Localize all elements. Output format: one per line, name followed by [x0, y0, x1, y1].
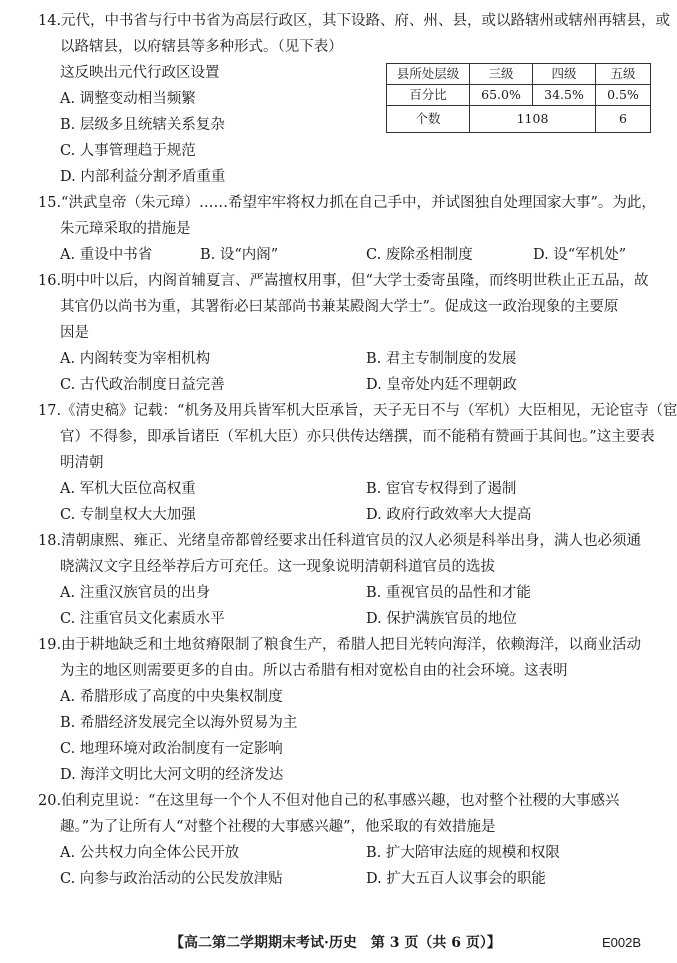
table-cell: 个数: [387, 106, 470, 133]
table-cell: 1108: [470, 106, 596, 133]
q20-stem-line-2: 趣。”为了让所有人“对整个社稷的大事感兴趣”，他采取的有效措施是: [60, 819, 496, 835]
q15-stem-line-1: 15.“洪武皇帝（朱元璋）……希望牢牢将权力抓在自己手中，并试图独自处理国家大事”。为此，: [38, 195, 656, 211]
q15-option-b: B. 设“内阁”: [200, 247, 279, 263]
q20-option-d: D. 扩大五百人议事会的职能: [366, 871, 546, 887]
q18-option-d: D. 保护满族官员的地位: [366, 611, 517, 627]
q15-stem-line-2: 朱元璋采取的措施是: [60, 221, 191, 237]
q19-option-d: D. 海洋文明比大河文明的经济发达: [60, 767, 284, 783]
table-row: [387, 106, 651, 133]
q17-stem-line-2: 官）不得参，即承旨诸臣（军机大臣）亦只供传达缮撰，而不能稍有赞画于其间也。”这主要表: [60, 429, 655, 445]
q16-stem-line-1: 16.明中叶以后，内阁首辅夏言、严嵩擅权用事，但“大学士委寄虽隆，而终明世秩止正五品，故: [38, 273, 649, 289]
q20-stem-line-1: 20.伯利克里说：“在这里每一个个人不但对他自己的私事感兴趣，也对整个社稷的大事感兴: [38, 793, 620, 809]
page-footer: [0, 932, 677, 954]
q18-option-b: B. 重视官员的品性和才能: [366, 585, 531, 601]
q18-option-a: A. 注重汉族官员的出身: [60, 585, 211, 601]
table-cell: 65.0%: [470, 85, 533, 106]
q20-option-a: A. 公共权力向全体公民开放: [60, 845, 240, 861]
q19-stem-line-1: 19.由于耕地缺乏和土地贫瘠限制了粮食生产，希腊人把目光转向海洋，依赖海洋，以商业活动: [38, 637, 642, 653]
table-cell: 四级: [533, 64, 596, 85]
q14-option-c: C. 人事管理趋于规范: [60, 143, 196, 159]
footer-title: 【高二第二学期期末考试·历史 第 3 页（共 6 页）】: [170, 935, 501, 951]
table-cell: 三级: [470, 64, 533, 85]
table-cell: 五级: [596, 64, 651, 85]
table-cell: 百分比: [387, 85, 470, 106]
table-cell: 0.5%: [596, 85, 651, 106]
q16-option-b: B. 君主专制制度的发展: [366, 351, 517, 367]
q19-option-b: B. 希腊经济发展完全以海外贸易为主: [60, 715, 298, 731]
q16-option-a: A. 内阁转变为宰相机构: [60, 351, 211, 367]
q16-stem-line-2: 其官仍以尚书为重，其署衔必曰某部尚书兼某殿阁大学士”。促成这一政治现象的主要原: [60, 299, 619, 315]
q14-option-b: B. 层级多且统辖关系复杂: [60, 117, 225, 133]
q14-stem-line-3: 这反映出元代行政区设置: [60, 65, 220, 81]
q19-option-c: C. 地理环境对政治制度有一定影响: [60, 741, 283, 757]
q17-option-a: A. 军机大臣位高权重: [60, 481, 196, 497]
q15-option-c: C. 废除丞相制度: [366, 247, 473, 263]
table-row: [387, 64, 651, 85]
q17-option-b: B. 宦官专权得到了遏制: [366, 481, 517, 497]
q17-option-c: C. 专制皇权大大加强: [60, 507, 196, 523]
table-cell: 6: [596, 106, 651, 133]
q18-stem-line-2: 晓满汉文字且经举荐后方可充任。这一现象说明清朝科道官员的选拔: [60, 559, 495, 575]
q15-option-d: D. 设“军机处”: [533, 247, 627, 263]
q14-option-d: D. 内部利益分割矛盾重重: [60, 169, 226, 185]
q17-stem-line-1: 17.《清史稿》记载：“机务及用兵皆军机大臣承旨，天子无日不与（军机）大臣相见，无论宦寺（宦: [38, 403, 677, 419]
q16-stem-line-3: 因是: [60, 325, 89, 341]
table-row: [387, 85, 651, 106]
q16-option-c: C. 古代政治制度日益完善: [60, 377, 225, 393]
q18-stem-line-1: 18.清朝康熙、雍正、光绪皇帝都曾经要求出任科道官员的汉人必须是科举出身，满人也必须通: [38, 533, 642, 549]
q15-option-a: A. 重设中书省: [60, 247, 153, 263]
q19-option-a: A. 希腊形成了高度的中央集权制度: [60, 689, 283, 705]
q14-stem-line-1: 14.元代，中书省与行中书省为高层行政区，其下设路、府、州、县，或以路辖州或辖州再辖县，或: [38, 13, 671, 29]
q16-option-d: D. 皇帝处内廷不理朝政: [366, 377, 517, 393]
q14-option-a: A. 调整变动相当频繁: [60, 91, 196, 107]
q18-option-c: C. 注重官员文化素质水平: [60, 611, 225, 627]
q19-stem-line-2: 为主的地区则需要更多的自由。所以古希腊有相对宽松自由的社会环境。这表明: [60, 663, 568, 679]
q14-data-table: [386, 63, 651, 133]
q20-option-c: C. 向参与政治活动的公民发放津贴: [60, 871, 283, 887]
q14-stem-line-2: 以路辖县，以府辖县等多种形式。（见下表）: [60, 39, 343, 55]
q20-option-b: B. 扩大陪审法庭的规模和权限: [366, 845, 560, 861]
table-cell: 县所处层级: [387, 64, 470, 85]
q17-option-d: D. 政府行政效率大大提高: [366, 507, 532, 523]
table-cell: 34.5%: [533, 85, 596, 106]
footer-code: E002B: [602, 935, 642, 950]
q17-stem-line-3: 明清朝: [60, 455, 104, 471]
